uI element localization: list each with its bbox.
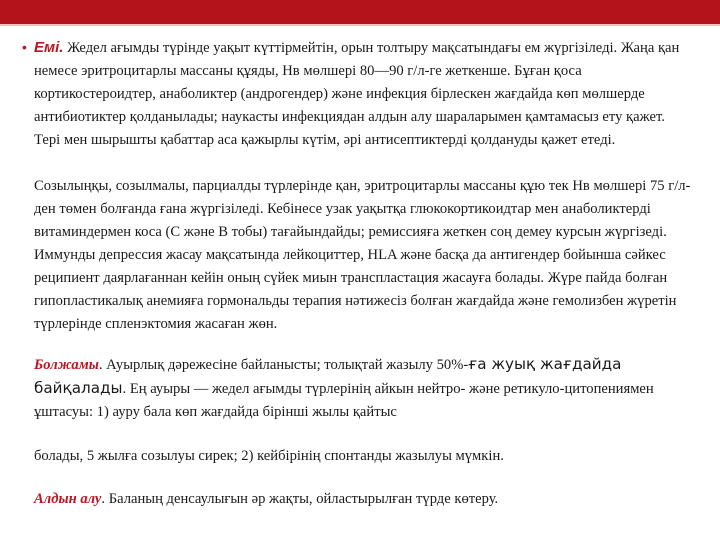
spacer — [22, 152, 694, 175]
spacer — [22, 336, 694, 353]
prognosis-text-b: ға жуық жағдайда байқалады — [34, 355, 622, 397]
prevention-text: . Баланың денсаулығын әр жақты, ойластырылған түрде көтеру. — [101, 491, 499, 507]
treatment-term: Емі. — [34, 39, 64, 56]
treatment-block — [22, 36, 694, 152]
bullet-icon: • — [22, 39, 27, 55]
treatment-paragraph — [22, 36, 694, 152]
chronic-paragraph — [22, 175, 694, 336]
spacer — [22, 468, 694, 488]
slide-header-bar — [0, 0, 720, 24]
prognosis-paragraph — [22, 353, 694, 424]
prognosis-text-d: болады, 5 жылға созылуы сирек; 2) кейбірінің спонтанды жазылуы мүмкін. — [34, 448, 504, 464]
spacer — [22, 424, 694, 445]
prognosis-term: Болжамы — [34, 357, 99, 373]
chronic-text: Созылыңқы, созылмалы, парциалды түрлерінде қан, эритроцитарлы массаны құю тек Нв мөлшері 75 г/л-ден төмен болғанда ғана жүргізіледі. Кебінесе узак уақытқа глюкокортикоидтар мен анаболиктерді витаминдермен коса (С және В тобы) тағайындайды; ремиссияға жеткен соң демеу курсын жүргізеді. Иммунды депрессия жасау мақсатында лейкоциттер, HLA және басқа да антигендер бойынша сәйкес реципиент даярлағаннан кейін оның сүйек миын транспластация жасауға болады. Жүре пайда болған гипопластикалық анемияға гормональды терапия нәтижесіз болған жағдайда және гемолизбен жүретін түрлерінде спленэктомия жасаған жөн. — [34, 178, 691, 332]
treatment-text: Жедел ағымды түрінде уақыт күттірмейтін, орын толтыру мақсатындағы ем жүргізіледі. Жаңа қан немесе эритроцитарлы массаны құяды, Нв мөлшері 80—90 г/л-ге жеткенше. Бұған қоса кортикостероидтер, анаболиктер (андрогендер) және инфекция бірлескен жағдайда көп мөлшерде антибиотиктер қолданылады; наукасты инфекциядан алдын алу шараларымен қамтамасыз ету қажет. Тері мен шырышты қабаттар аса қажырлы күтім, әрі антисептиктерді қолдануды қажет етеді. — [34, 40, 680, 148]
prognosis-text-c: . Ең ауыры — жедел ағымды түрлерінің айкын нейтро- және ретикуло-цитопениямен ұштасуы: 1) ауру бала көп жағдайда бірінші жылы қайтыс — [34, 381, 654, 420]
slide-body — [22, 36, 694, 511]
prevention-term: Алдын алу — [34, 491, 102, 507]
prognosis-text-a: . Ауырлық дәрежесіне байланысты; толықтай жазылу 50%- — [98, 357, 469, 373]
prognosis-paragraph-cont — [22, 445, 694, 468]
slide-header-accent — [0, 24, 720, 26]
prevention-paragraph — [22, 488, 694, 511]
